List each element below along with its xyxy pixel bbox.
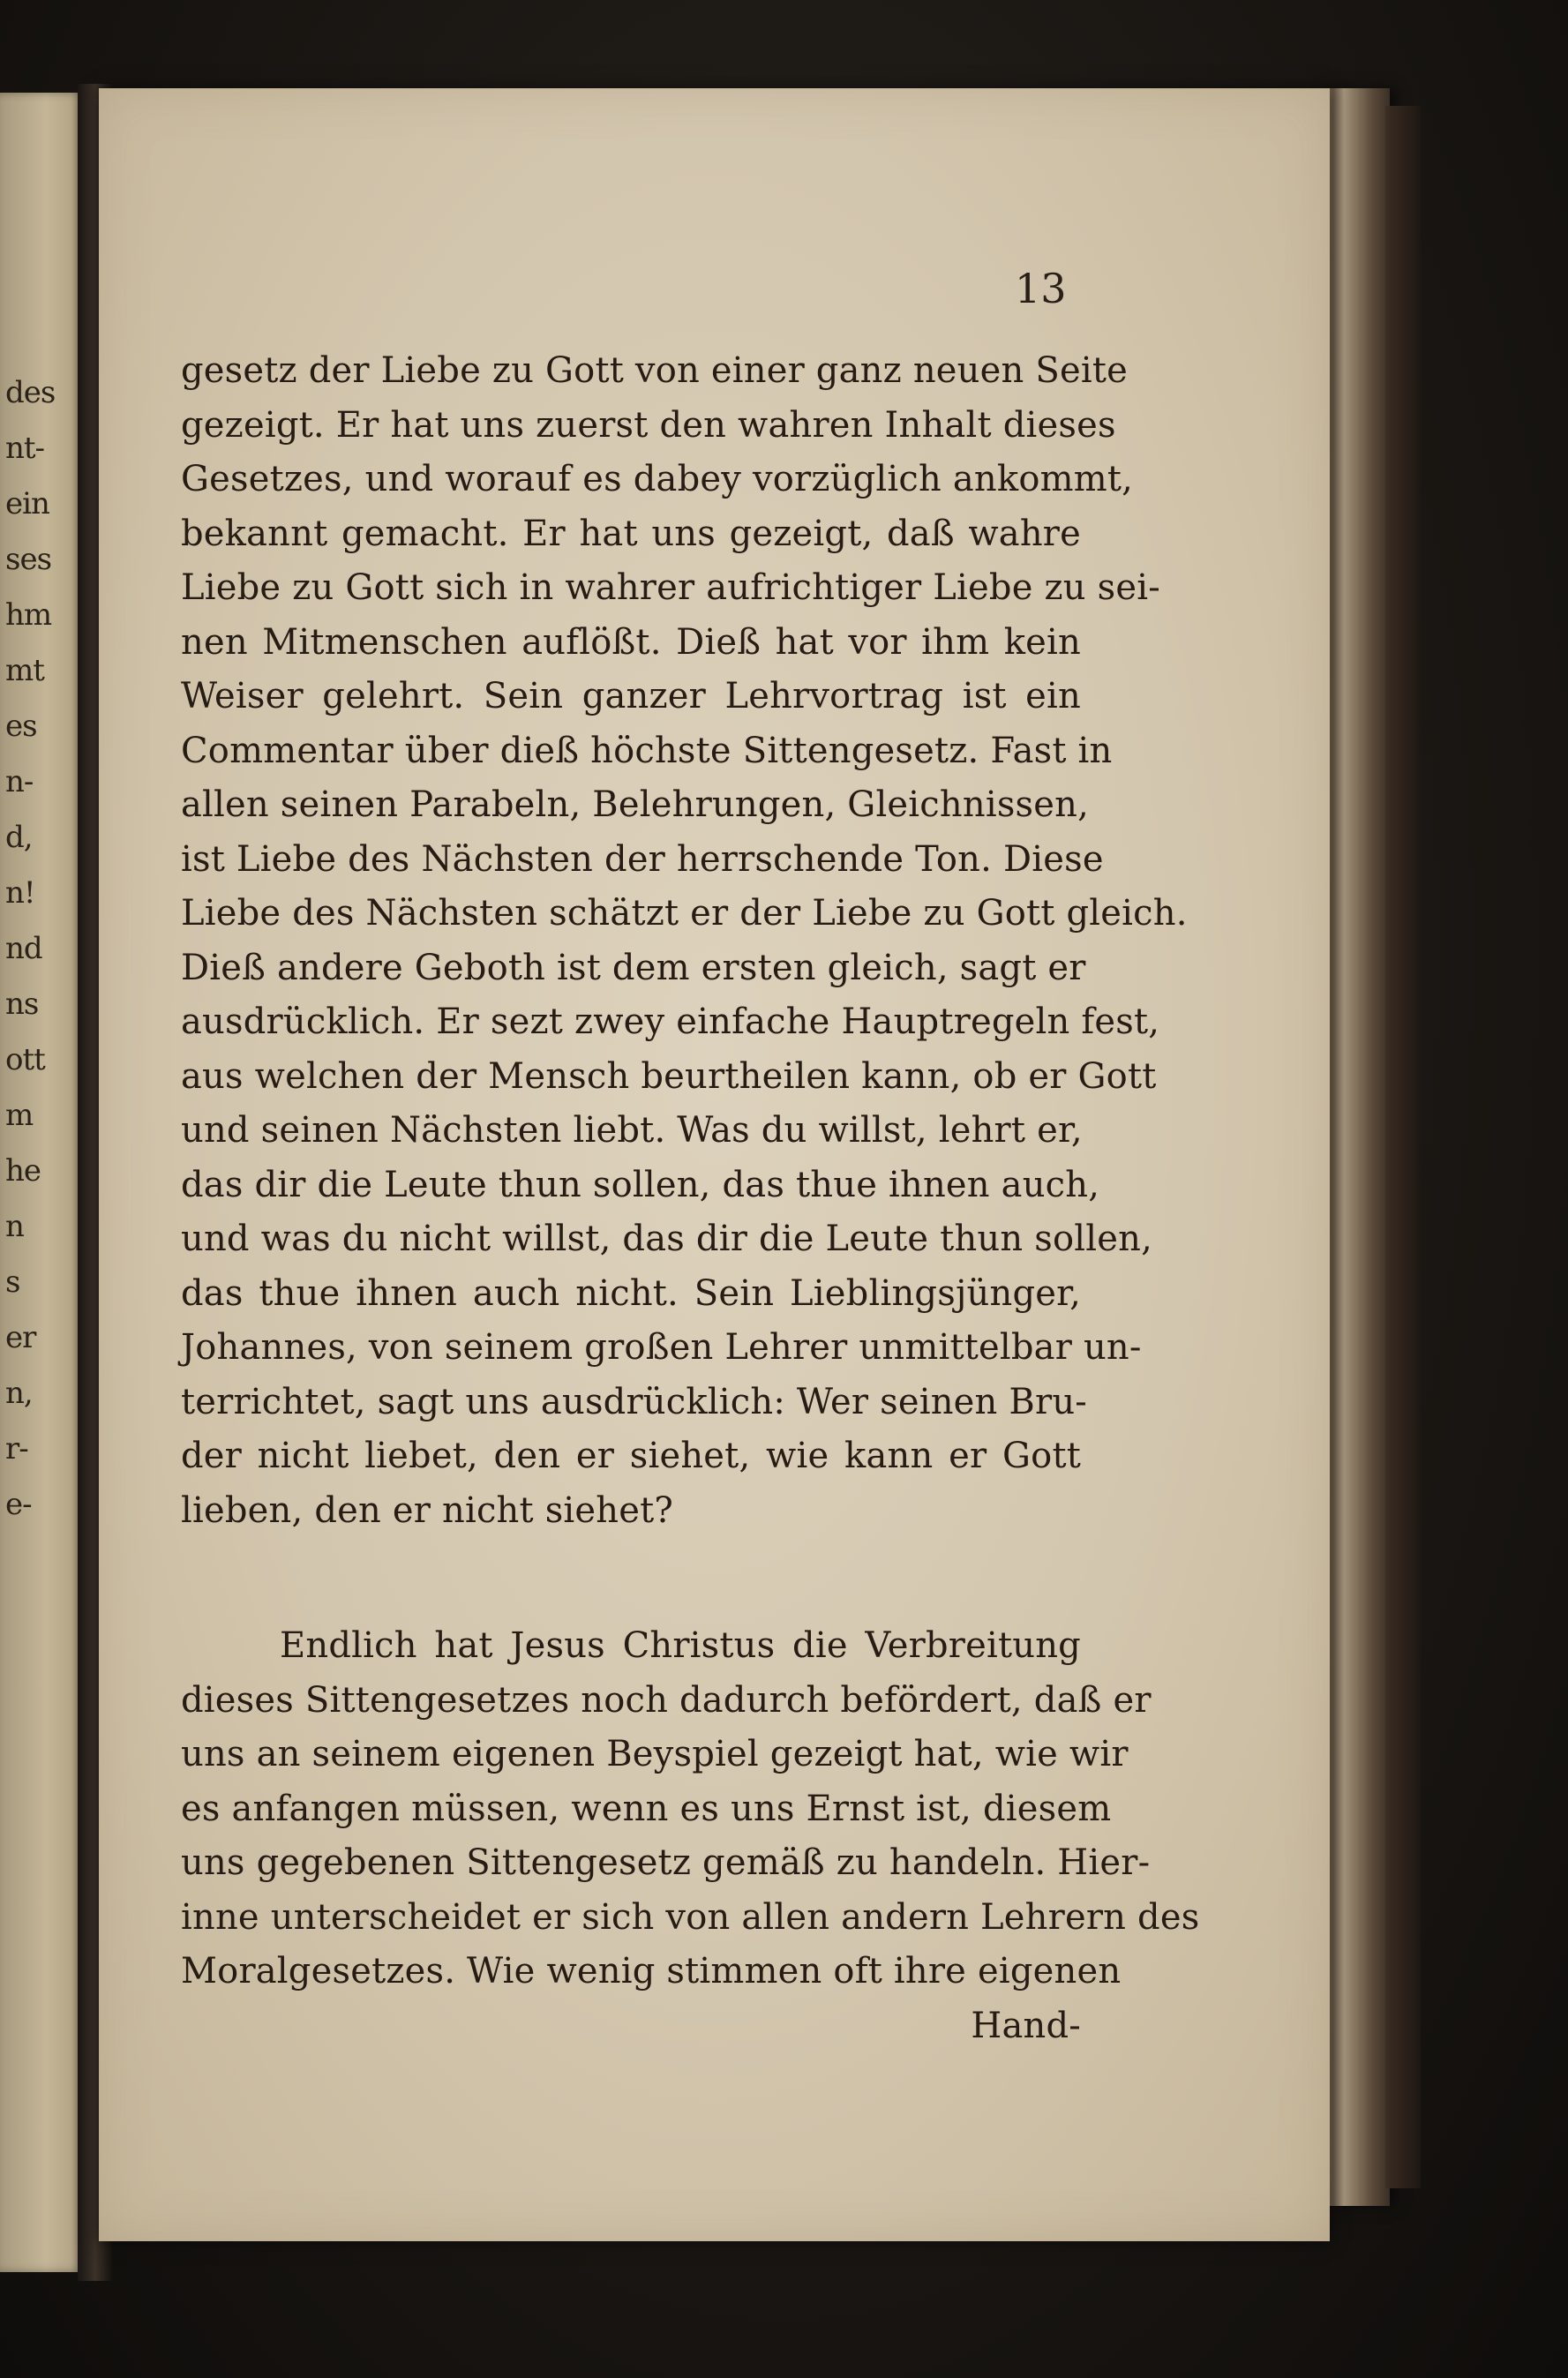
text-line: uns gegebenen Sittengesetz gemäß zu handeln. Hier- <box>181 1842 1151 1883</box>
text-line: terrichtet, sagt uns ausdrücklich: Wer seinen Bru- <box>181 1381 1087 1422</box>
text-line: es anfangen müssen, wenn es uns Ernst ist, diesem <box>181 1788 1112 1829</box>
text-line: Gesetzes, und worauf es dabey vorzüglich ankommt, <box>181 459 1134 499</box>
text-line: Weiser gelehrt. Sein ganzer Lehrvortrag ist ein <box>181 676 1081 716</box>
paragraph-2 <box>181 1619 1200 2053</box>
text-line: Endlich hat Jesus Christus die Verbreitung <box>280 1625 1081 1666</box>
left-page-fragment: r- <box>5 1431 28 1467</box>
text-line: Liebe zu Gott sich in wahrer aufrichtiger Liebe zu sei- <box>181 567 1160 608</box>
text-line: ausdrücklich. Er sezt zwey einfache Hauptregeln fest, <box>181 1001 1160 1042</box>
left-page-fragment: er <box>5 1320 36 1355</box>
left-page-fragment: e- <box>5 1487 32 1522</box>
text-line: das dir die Leute thun sollen, das thue ihnen auch, <box>181 1164 1100 1205</box>
text-line: ist Liebe des Nächsten der herrschende Ton. Diese <box>181 838 1104 880</box>
left-page-fragment: hm <box>5 597 52 633</box>
text-line: allen seinen Parabeln, Belehrungen, Gleichnissen, <box>181 784 1090 825</box>
left-page-fragment: des <box>5 375 56 410</box>
text-line: Liebe des Nächsten schätzt er der Liebe zu Gott gleich. <box>181 893 1188 934</box>
text-line: gezeigt. Er hat uns zuerst den wahren Inhalt dieses <box>181 404 1116 446</box>
text-line: aus welchen der Mensch beurtheilen kann, ob er Gott <box>181 1055 1157 1097</box>
text-line: lieben, den er nicht siehet? <box>181 1489 674 1531</box>
left-page-fragment: nt- <box>5 431 45 466</box>
previous-page-sliver <box>0 93 84 2272</box>
left-page-fragment: ott <box>5 1042 45 1077</box>
text-line: Dieß andere Geboth ist dem ersten gleich, sagt er <box>181 947 1086 988</box>
text-line: dieses Sittengesetzes noch dadurch befördert, daß er <box>181 1679 1152 1721</box>
text-line: uns an seinem eigenen Beyspiel gezeigt hat, wie wir <box>181 1734 1129 1774</box>
page-number: 13 <box>1015 265 1067 312</box>
left-page-fragment: s <box>5 1264 20 1300</box>
left-page-fragment: nd <box>5 931 42 966</box>
left-page-fragment: ein <box>5 486 49 521</box>
text-line: Moralgesetzes. Wie wenig stimmen oft ihre eigenen <box>181 1951 1122 1992</box>
left-page-fragment: he <box>5 1153 41 1189</box>
text-line: und was du nicht willst, das dir die Leute thun sollen, <box>181 1219 1152 1259</box>
left-page-fragment: d, <box>5 820 33 855</box>
left-page-fragment: n <box>5 1209 24 1244</box>
text-line: nen Mitmenschen auflößt. Dieß hat vor ihm kein <box>181 621 1081 663</box>
text-line: das thue ihnen auch nicht. Sein Lieblingsjünger, <box>181 1272 1081 1314</box>
left-page-fragment: mt <box>5 653 44 688</box>
page-text <box>181 344 1200 2053</box>
left-page-fragment: es <box>5 709 37 744</box>
text-line: Commentar über dieß höchste Sittengesetz. Fast in <box>181 730 1113 771</box>
page-edge-stack <box>1319 88 1390 2206</box>
text-line: bekannt gemacht. Er hat uns gezeigt, daß wahre <box>181 513 1081 554</box>
book-cover-edge <box>1385 106 1421 2188</box>
left-page-fragment: ns <box>5 986 39 1022</box>
text-line: inne unterscheidet er sich von allen andern Lehrern des <box>181 1896 1200 1938</box>
left-page-fragment: n, <box>5 1376 33 1411</box>
left-page-fragment: n- <box>5 764 34 799</box>
catchword: Hand- <box>971 2005 1081 2046</box>
left-page-fragment: m <box>5 1098 34 1133</box>
left-page-fragment: ses <box>5 542 52 577</box>
text-line: gesetz der Liebe zu Gott von einer ganz neuen Seite <box>181 350 1128 391</box>
left-page-fragment: n! <box>5 875 35 911</box>
text-line: Johannes, von seinem großen Lehrer unmittelbar un- <box>181 1327 1142 1368</box>
paragraph-1 <box>181 344 1188 1538</box>
text-line: und seinen Nächsten liebt. Was du willst, lehrt er, <box>181 1110 1083 1151</box>
text-line: der nicht liebet, den er siehet, wie kann er Gott <box>181 1436 1081 1476</box>
